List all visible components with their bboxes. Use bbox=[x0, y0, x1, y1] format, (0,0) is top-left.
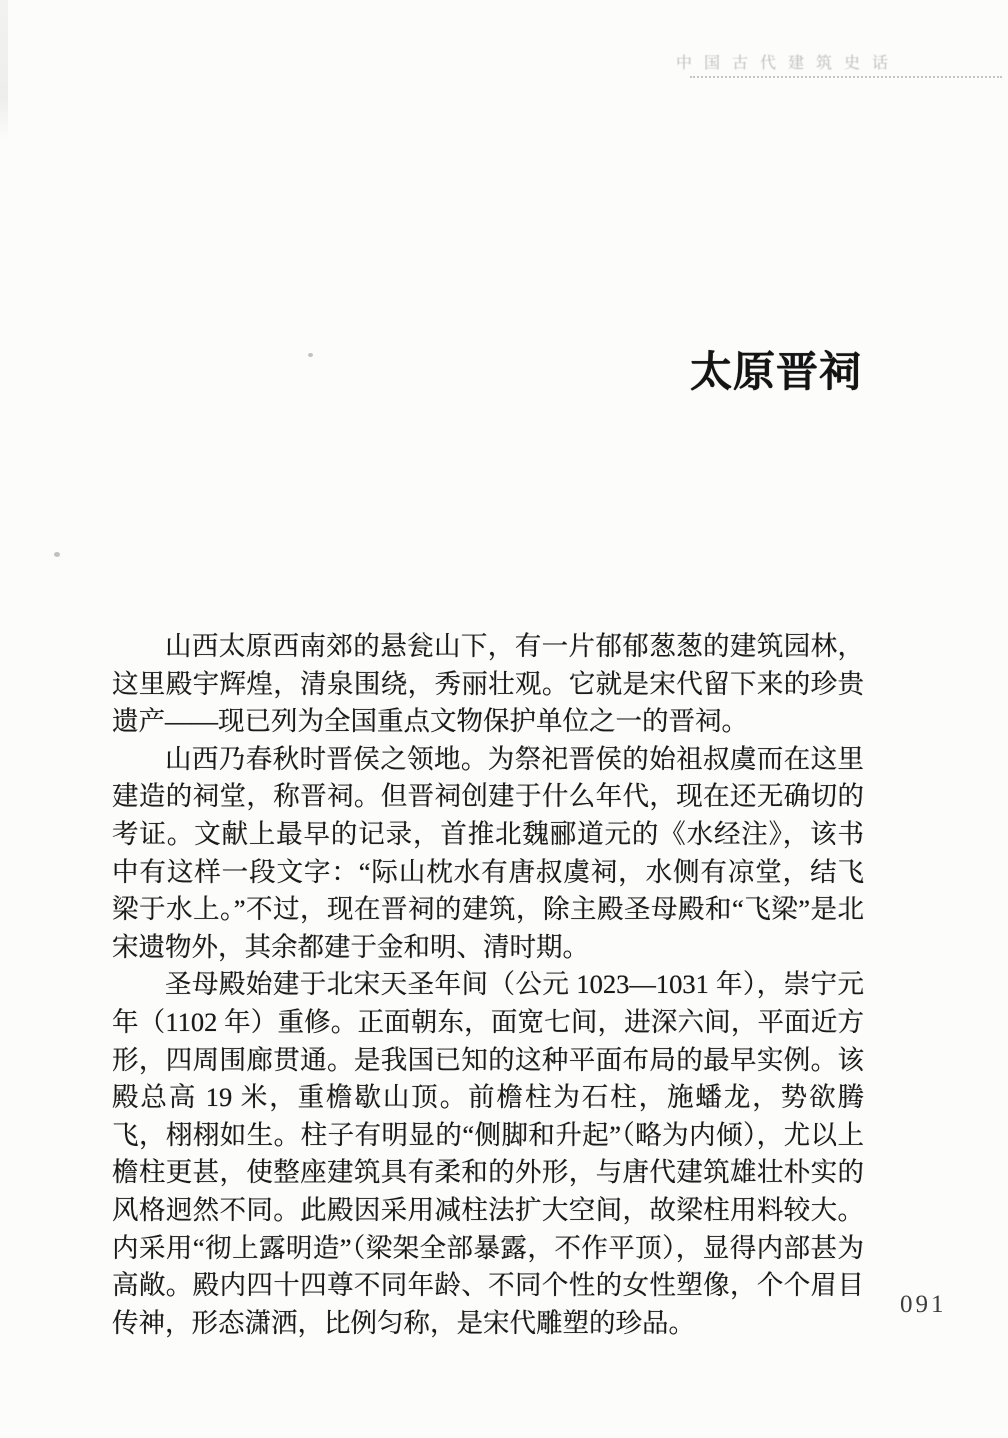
scan-speck bbox=[54, 552, 60, 557]
scan-speck bbox=[308, 353, 313, 357]
body-text-block bbox=[112, 628, 864, 1342]
paragraph-shengmu-hall: 圣母殿始建于北宋天圣年间（公元 1023—1031 年），崇宁元年（1102 年）重修。正面朝东，面宽七间，进深六间，平面近方形，四周围廊贯通。是我国已知的这种平面布局的最早实例。该殿总高 19 米，重檐歇山顶。前檐柱为石柱，施蟠龙，势欲腾飞，栩栩如生。柱子有明显的“侧脚和升起”（略为内倾），尤以上檐柱更甚，使整座建筑具有柔和的外形，与唐代建筑雄壮朴实的风格迥然不同。此殿因采用减柱法扩大空间，故梁柱用料较大。内采用“彻上露明造”（梁架全部暴露，不作平顶），显得内部甚为高敞。殿内四十四尊不同年龄、不同个性的女性塑像，个个眉目传神，形态潇洒，比例匀称，是宋代雕塑的珍品。 bbox=[112, 969, 864, 1338]
chapter-title: 太原晋祠 bbox=[689, 350, 862, 396]
paragraph-history: 山西乃春秋时晋侯之领地。为祭祀晋侯的始祖叔虞而在这里建造的祠堂，称晋祠。但晋祠创建于什么年代，现在还无确切的考证。文献上最早的记录，首推北魏郦道元的《水经注》，该书中有这样一段文字：“际山枕水有唐叔虞祠，水侧有凉堂，结飞梁于水上。”不过，现在晋祠的建筑，除主殿圣母殿和“飞梁”是北宋遗物外，其余都建于金和明、清时期。 bbox=[112, 743, 864, 962]
running-head: 中国古代建筑史话 bbox=[676, 55, 901, 72]
paragraph-intro: 山西太原西南郊的悬瓮山下，有一片郁郁葱葱的建筑园林，这里殿宇辉煌，清泉围绕，秀丽壮观。它就是宋代留下来的珍贵遗产——现已列为全国重点文物保护单位之一的晋祠。 bbox=[112, 631, 864, 737]
running-head-dotted-rule bbox=[690, 76, 1002, 78]
scan-edge-artifact bbox=[0, 0, 8, 140]
page-number: 091 bbox=[900, 1291, 947, 1318]
